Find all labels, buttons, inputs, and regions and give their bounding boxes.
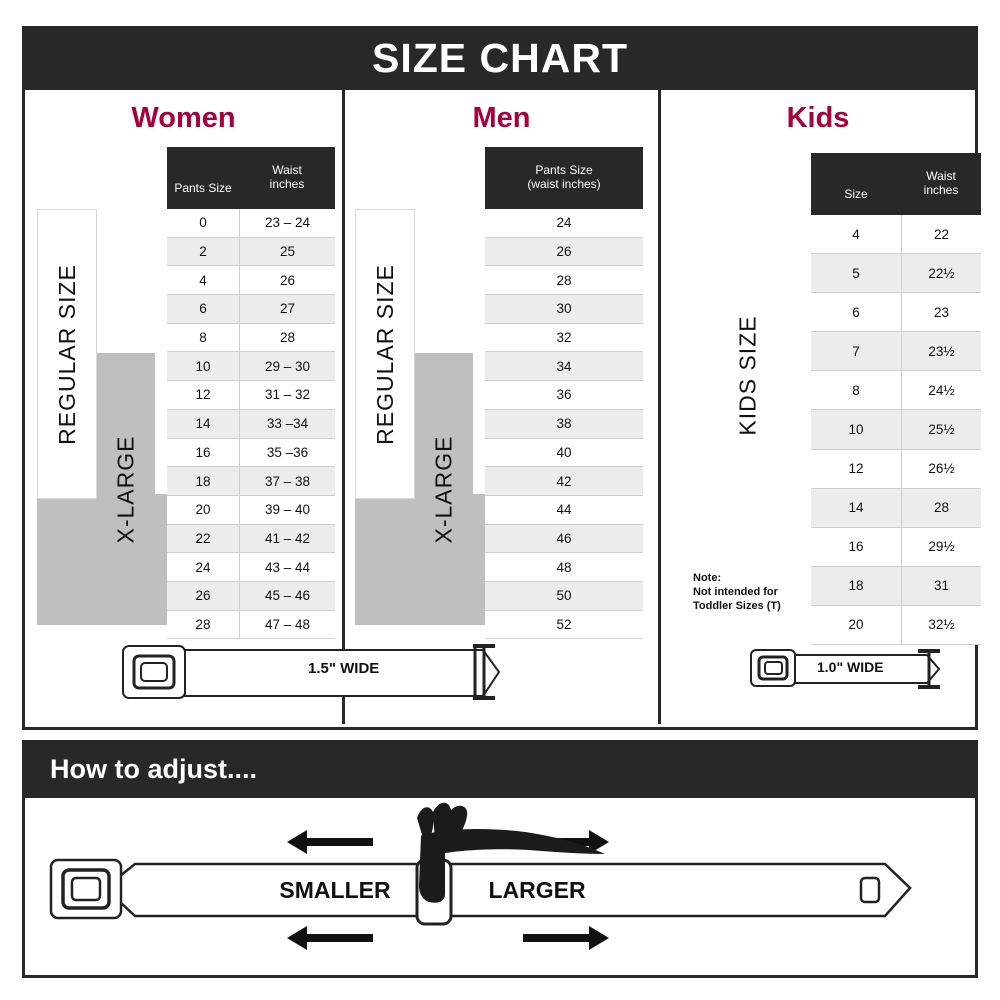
- cell-pants-size: 38: [485, 410, 643, 439]
- cell-waist: 25: [239, 238, 335, 267]
- cell-size: 18: [811, 567, 901, 606]
- cell-size: 5: [811, 254, 901, 293]
- men-xlarge-label: X-LARGE: [430, 435, 457, 543]
- kids-table-header-waist: [901, 153, 981, 215]
- cell-waist: 27: [239, 295, 335, 324]
- kids-table-rows: [811, 215, 981, 645]
- table-row: [167, 266, 335, 295]
- table-row: [167, 209, 335, 238]
- cell-size: 28: [167, 611, 239, 640]
- table-row: [167, 238, 335, 267]
- cell-pants-size: 36: [485, 381, 643, 410]
- men-header-line1: Pants Size: [535, 163, 593, 178]
- cell-size: 8: [811, 371, 901, 410]
- divider-men-kids: [658, 90, 661, 724]
- table-row: [811, 489, 981, 528]
- cell-waist: 24½: [901, 371, 981, 410]
- cell-size: 2: [167, 238, 239, 267]
- table-row: [811, 567, 981, 606]
- table-row: [811, 450, 981, 489]
- women-xlarge-band: [97, 353, 155, 625]
- cell-waist: 23: [901, 293, 981, 332]
- cell-waist: 32½: [901, 606, 981, 645]
- cell-size: 10: [811, 410, 901, 449]
- cell-waist: 25½: [901, 410, 981, 449]
- howto-title-bar: [22, 740, 978, 798]
- table-row: [167, 611, 335, 640]
- cell-pants-size: 40: [485, 439, 643, 468]
- cell-waist: 22½: [901, 254, 981, 293]
- cell-size: 16: [167, 439, 239, 468]
- table-row: [167, 324, 335, 353]
- page-title-bar: [22, 26, 978, 90]
- women-table-rows: [167, 209, 335, 639]
- smaller-label-text: SMALLER: [279, 877, 391, 903]
- cell-size: 14: [167, 410, 239, 439]
- women-header-pants-size: Pants Size: [174, 181, 232, 196]
- divider-women-men: [342, 90, 345, 724]
- cell-waist: 45 – 46: [239, 582, 335, 611]
- kids-header-waist-line2: inches: [923, 183, 959, 197]
- cell-pants-size: 48: [485, 553, 643, 582]
- cell-pants-size: 52: [485, 611, 643, 640]
- table-row: [167, 582, 335, 611]
- cell-waist: 23½: [901, 332, 981, 371]
- women-regular-size-label: REGULAR SIZE: [53, 263, 80, 445]
- cell-size: 16: [811, 528, 901, 567]
- kids-note-line1: Note:: [693, 572, 722, 584]
- men-table-rows: [485, 209, 643, 639]
- cell-waist: 26½: [901, 450, 981, 489]
- women-xlarge-label: X-LARGE: [112, 435, 139, 543]
- kids-note-line2: Not intended for: [693, 585, 778, 598]
- table-row: [811, 528, 981, 567]
- cell-pants-size: 44: [485, 496, 643, 525]
- table-row: [167, 467, 335, 496]
- cell-waist: 22: [901, 215, 981, 254]
- howto-diagram-panel: [22, 798, 978, 978]
- kids-column-title: Kids: [786, 102, 850, 134]
- table-row: [167, 410, 335, 439]
- cell-waist: 35 –36: [239, 439, 335, 468]
- cell-waist: 29 – 30: [239, 352, 335, 381]
- cell-waist: 31 – 32: [239, 381, 335, 410]
- women-column-title: Women: [131, 102, 236, 134]
- cell-pants-size: 32: [485, 324, 643, 353]
- cell-waist: 47 – 48: [239, 611, 335, 640]
- cell-pants-size: 34: [485, 352, 643, 381]
- table-row: [811, 293, 981, 332]
- cell-pants-size: 46: [485, 525, 643, 554]
- charts-panel: [22, 90, 978, 730]
- cell-size: 18: [167, 467, 239, 496]
- cell-size: 20: [167, 496, 239, 525]
- cell-pants-size: 30: [485, 295, 643, 324]
- kids-header-size: Size: [844, 187, 868, 202]
- cell-waist: 41 – 42: [239, 525, 335, 554]
- kids-belt-width-label: 1.0" WIDE: [817, 659, 884, 675]
- kids-header-waist-line1: Waist: [926, 169, 956, 184]
- cell-pants-size: 42: [485, 467, 643, 496]
- cell-size: 4: [811, 215, 901, 254]
- table-row: [811, 371, 981, 410]
- kids-table-header-size: [811, 153, 901, 215]
- larger-label-text: LARGER: [488, 877, 586, 903]
- table-row: [167, 352, 335, 381]
- men-table-header: [485, 147, 643, 209]
- cell-pants-size: 28: [485, 266, 643, 295]
- cell-waist: 31: [901, 567, 981, 606]
- table-row: [811, 332, 981, 371]
- men-column-title: Men: [472, 102, 531, 134]
- cell-waist: 33 –34: [239, 410, 335, 439]
- table-row: [167, 381, 335, 410]
- cell-size: 14: [811, 489, 901, 528]
- men-header-line2: (waist inches): [527, 177, 601, 191]
- men-xlarge-band: [415, 353, 473, 625]
- cell-size: 7: [811, 332, 901, 371]
- women-belt-width-diagram: [103, 638, 533, 706]
- page-title: SIZE CHART: [372, 34, 628, 81]
- kids-note: [693, 572, 813, 613]
- cell-size: 26: [167, 582, 239, 611]
- table-row: [811, 410, 981, 449]
- table-row: [167, 525, 335, 554]
- cell-pants-size: 50: [485, 582, 643, 611]
- women-header-waist-line2: inches: [269, 177, 305, 191]
- table-row: [811, 254, 981, 293]
- cell-size: 24: [167, 553, 239, 582]
- cell-waist: 43 – 44: [239, 553, 335, 582]
- cell-size: 12: [811, 450, 901, 489]
- table-row: [167, 295, 335, 324]
- women-regular-size-band: [37, 209, 97, 499]
- cell-pants-size: 26: [485, 238, 643, 267]
- cell-waist: 28: [901, 489, 981, 528]
- cell-size: 6: [811, 293, 901, 332]
- cell-size: 8: [167, 324, 239, 353]
- cell-size: 4: [167, 266, 239, 295]
- kids-note-line3: Toddler Sizes (T): [693, 599, 781, 612]
- women-table-header-size: [167, 147, 239, 209]
- men-regular-size-label: REGULAR SIZE: [371, 263, 398, 445]
- cell-size: 20: [811, 606, 901, 645]
- cell-size: 6: [167, 295, 239, 324]
- cell-waist: 39 – 40: [239, 496, 335, 525]
- women-table-header-waist: [239, 147, 335, 209]
- cell-size: 12: [167, 381, 239, 410]
- table-row: [811, 215, 981, 254]
- men-regular-size-band: [355, 209, 415, 499]
- kids-belt-width-diagram: [741, 638, 971, 698]
- cell-size: 0: [167, 209, 239, 238]
- table-row: [167, 439, 335, 468]
- cell-waist: 37 – 38: [239, 467, 335, 496]
- cell-size: 22: [167, 525, 239, 554]
- kids-size-label: KIDS SIZE: [734, 314, 761, 436]
- howto-title: How to adjust....: [50, 753, 257, 784]
- cell-size: 10: [167, 352, 239, 381]
- cell-waist: 23 – 24: [239, 209, 335, 238]
- table-row: [167, 496, 335, 525]
- cell-waist: 26: [239, 266, 335, 295]
- women-header-waist-line1: Waist: [272, 163, 302, 178]
- women-belt-width-label: 1.5" WIDE: [308, 660, 380, 677]
- cell-pants-size: 24: [485, 209, 643, 238]
- howto-belt-svg: [25, 798, 975, 974]
- cell-waist: 28: [239, 324, 335, 353]
- table-row: [167, 553, 335, 582]
- kids-size-band: [715, 215, 781, 535]
- cell-waist: 29½: [901, 528, 981, 567]
